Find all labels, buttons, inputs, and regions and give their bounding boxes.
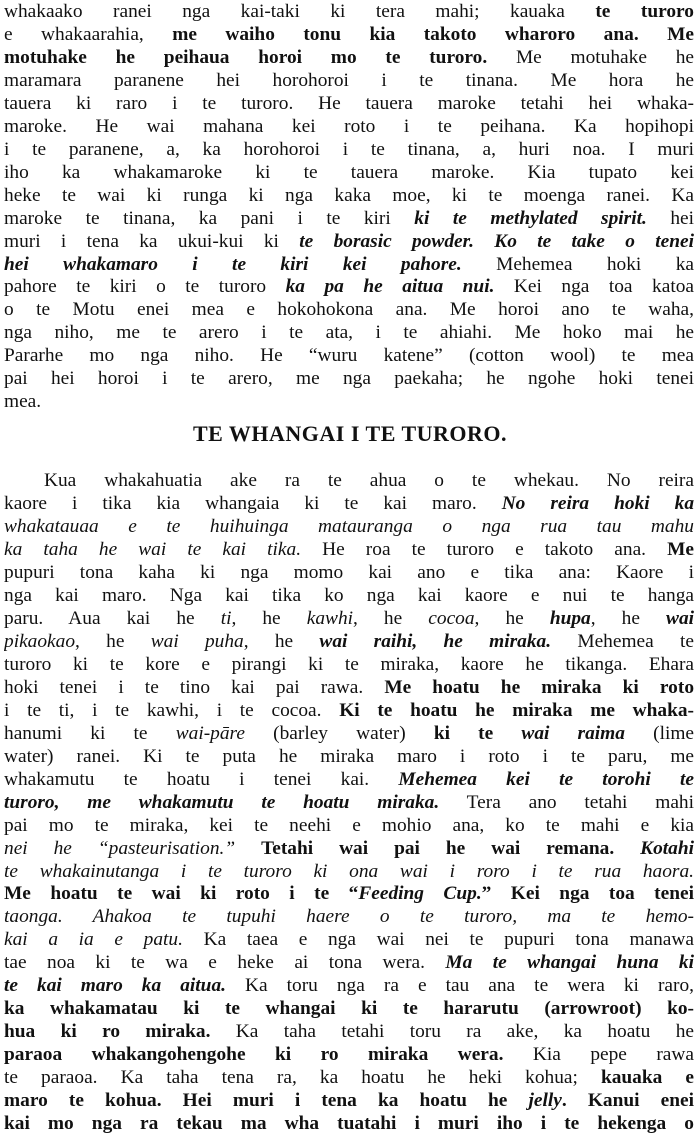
text-line: i te ti, i te kawhi, i te cocoa. Ki te hoatu he miraka me whaka-: [4, 700, 694, 721]
text-line: te kai maro ka aitua. Ka toru nga ra e tau ana te wera ki raro,: [4, 975, 694, 996]
text-line: mea.: [4, 391, 42, 412]
text-line: ka taha he wai te kai tika. He roa te turoro e takoto ana. Me: [4, 539, 694, 560]
text-line: Pararhe mo nga niho. He “wuru katene” (cotton wool) te mea: [4, 345, 694, 366]
text-line: te whakainutanga i te turoro ki ona wai i roro i te rua haora.: [4, 861, 694, 882]
text-line: pikaokao, he wai puha, he wai raihi, he miraka. Mehemea te: [4, 631, 694, 652]
text-line: whakatauaa e te huihuinga matauranga o nga rua tau mahu: [4, 516, 694, 537]
text-line: water) ranei. Ki te puta he miraka maro i roto i te paru, me: [4, 746, 694, 767]
text-line: kai a ia e patu. Ka taea e nga wai nei te pupuri tona manawa: [4, 929, 694, 950]
text-line: pai hei horoi i te arero, me nga paekaha; he ngohe hoki tenei: [4, 368, 694, 389]
text-line: pupuri tona kaha ki nga momo kai ano e tika ana: Kaore i: [4, 562, 694, 583]
text-line: e whakaarahia, me waiho tonu kia takoto wharoro ana. Me: [4, 24, 694, 45]
text-line: motuhake he peihaua horoi mo te turoro. Me motuhake he: [4, 47, 694, 68]
text-line: tauera ki raro i te turoro. He tauera maroke tetahi hei whaka-: [4, 93, 694, 114]
text-line: nei he “pasteurisation.” Tetahi wai pai he wai remana. Kotahi: [4, 838, 694, 859]
text-line: hua ki ro miraka. Ka taha tetahi toru ra ake, ka hoatu he: [4, 1021, 694, 1042]
section-title: TE WHANGAI I TE TURORO.: [192, 421, 508, 446]
text-line: paraoa whakangohengohe ki ro miraka wera. Kia pepe rawa: [4, 1044, 694, 1065]
text-line: muri i tena ka ukui-kui ki te borasic powder. Ko te take o tenei: [4, 231, 694, 252]
text-line: turoro, me whakamutu te hoatu miraka. Tera ano tetahi mahi: [4, 792, 694, 813]
text-line: hei whakamaro i te kiri kei pahore. Mehemea hoki ka: [4, 254, 694, 275]
text-line: o te Motu enei mea e hokohokona ana. Me horoi ano te waha,: [4, 299, 694, 320]
text-line: i te paranene, a, ka horohoroi i te tinana, a, huri noa. I muri: [4, 139, 694, 160]
text-line: turoro ki te kore e pirangi ki te miraka, kaore he tikanga. Ehara: [4, 654, 694, 675]
text-line: nga niho, me te arero i te ata, i te ahiahi. Me hoko mai he: [4, 322, 694, 343]
text-line: iho ka whakamaroke ki te tauera maroke. Kia tupato kei: [4, 162, 694, 183]
text-line: hanumi ki te wai-pāre (barley water) ki te wai raima (lime: [4, 723, 694, 744]
text-line: pahore te kiri o te turoro ka pa he aitua nui. Kei nga toa katoa: [4, 276, 694, 297]
text-line: paru. Aua kai he ti, he kawhi, he cocoa, he hupa, he wai: [4, 608, 694, 629]
text-line: ka whakamatau ki te whangai ki te hararutu (arrowroot) ko-: [4, 998, 694, 1019]
text-line: taonga. Ahakoa te tupuhi haere o te turoro, ma te hemo-: [4, 906, 694, 927]
text-line: Kua whakahuatia ake ra te ahua o te whekau. No reira: [44, 470, 694, 491]
text-line: hoki tenei i te tino kai pai rawa. Me hoatu he miraka ki roto: [4, 677, 694, 698]
text-line: whakaako ranei nga kai-taki ki tera mahi; kauaka te turoro: [4, 1, 694, 22]
text-line: maroke. He wai mahana kei roto i te peihana. Ka hopihopi: [4, 116, 694, 137]
text-line: pai mo te miraka, kei te neehi e mohio ana, ko te mahi e kia: [4, 815, 694, 836]
text-line: heke te wai ki runga ki nga kaka moe, ki te moenga ranei. Ka: [4, 185, 694, 206]
text-line: maramara paranene hei horohoroi i te tinana. Me hora he: [4, 70, 694, 91]
text-line: kai mo nga ra tekau ma wha tuatahi i muri iho i te hekenga o: [4, 1113, 694, 1134]
text-line: whakamutu te hoatu i tenei kai. Mehemea kei te torohi te: [4, 769, 694, 790]
text-line: tae noa ki te wa e heke ai tona wera. Ma te whangai huna ki: [4, 952, 694, 973]
text-line: kaore i tika kia whangaia ki te kai maro. No reira hoki ka: [4, 493, 694, 514]
text-line: nga kai maro. Nga kai tika ko nga kai kaore e nui te hanga: [4, 585, 694, 606]
text-line: maro te kohua. Hei muri i tena ka hoatu he jelly. Kanui enei: [4, 1090, 694, 1111]
text-line: maroke te tinana, ka pani i te kiri ki te methylated spirit. hei: [4, 208, 694, 229]
text-line: Me hoatu te wai ki roto i te “Feeding Cup.” Kei nga toa tenei: [4, 883, 694, 904]
text-line: te paraoa. Ka taha tena ra, ka hoatu he heki kohua; kauaka e: [4, 1067, 694, 1088]
